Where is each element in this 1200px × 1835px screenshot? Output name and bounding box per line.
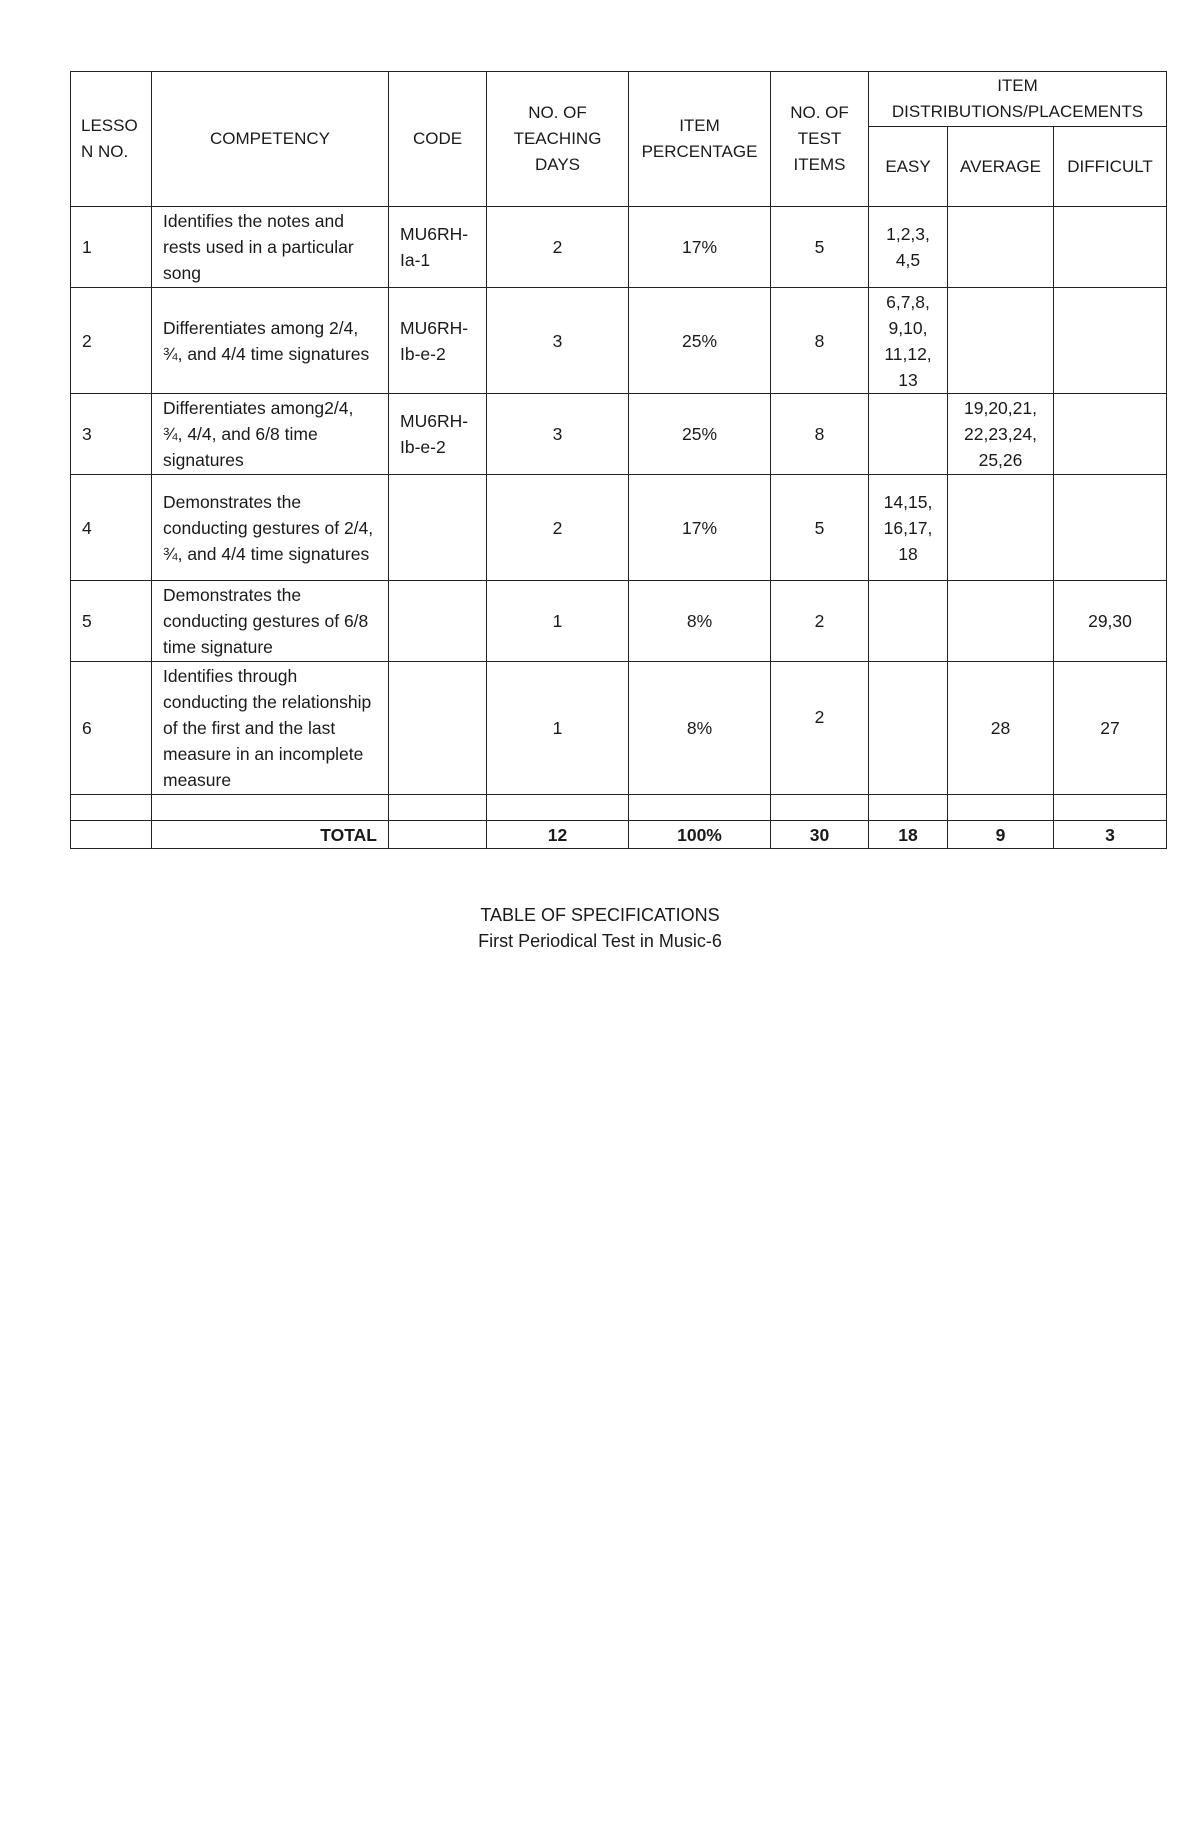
easy-items	[869, 581, 948, 662]
specifications-table	[70, 71, 1167, 849]
table-row	[71, 394, 1167, 475]
lesson-number: 3	[71, 394, 152, 475]
total-label: TOTAL	[152, 821, 389, 849]
header-competency: COMPETENCY	[152, 72, 389, 207]
caption-title: TABLE OF SPECIFICATIONS	[480, 905, 720, 925]
easy-items: 1,2,3, 4,5	[869, 207, 948, 288]
competency-text: Identifies the notes and rests used in a particular song	[152, 207, 389, 288]
teaching-days: 1	[487, 662, 629, 795]
difficult-items	[1054, 288, 1167, 394]
competency-code: MU6RH- Ib-e-2	[389, 394, 487, 475]
total-blank-cell	[71, 821, 152, 849]
average-items	[948, 581, 1054, 662]
table-row	[71, 581, 1167, 662]
easy-items: 6,7,8, 9,10, 11,12, 13	[869, 288, 948, 394]
table-row	[71, 288, 1167, 394]
item-percentage: 25%	[629, 288, 771, 394]
average-items	[948, 288, 1054, 394]
teaching-days: 3	[487, 288, 629, 394]
test-items: 2	[771, 662, 869, 795]
header-code: CODE	[389, 72, 487, 207]
header-item-distributions: ITEM DISTRIBUTIONS/PLACEMENTS	[869, 72, 1167, 127]
teaching-days: 1	[487, 581, 629, 662]
item-percentage: 17%	[629, 475, 771, 581]
total-average: 9	[948, 821, 1054, 849]
blank-cell	[948, 795, 1054, 821]
blank-cell	[629, 795, 771, 821]
header-easy: EASY	[869, 127, 948, 207]
easy-items	[869, 662, 948, 795]
teaching-days: 3	[487, 394, 629, 475]
competency-text: Differentiates among 2/4, ¾, and 4/4 time signatures	[152, 288, 389, 394]
header-difficult: DIFFICULT	[1054, 127, 1167, 207]
competency-code: MU6RH- Ia-1	[389, 207, 487, 288]
header-lesson-no: LESSO N NO.	[71, 72, 152, 207]
test-items: 5	[771, 475, 869, 581]
blank-cell	[869, 795, 948, 821]
header-teaching-days: NO. OF TEACHING DAYS	[487, 72, 629, 207]
table-caption	[0, 902, 1200, 954]
blank-cell	[152, 795, 389, 821]
easy-items: 14,15, 16,17, 18	[869, 475, 948, 581]
teaching-days: 2	[487, 207, 629, 288]
lesson-number: 2	[71, 288, 152, 394]
table-row	[71, 475, 1167, 581]
total-teaching-days: 12	[487, 821, 629, 849]
competency-text: Demonstrates the conducting gestures of 6/8 time signature	[152, 581, 389, 662]
total-difficult: 3	[1054, 821, 1167, 849]
test-items: 8	[771, 394, 869, 475]
competency-text: Demonstrates the conducting gestures of 2/4, ¾, and 4/4 time signatures	[152, 475, 389, 581]
easy-items	[869, 394, 948, 475]
total-row	[71, 821, 1167, 849]
blank-cell	[1054, 795, 1167, 821]
average-items	[948, 207, 1054, 288]
blank-cell	[71, 795, 152, 821]
competency-code: MU6RH- Ib-e-2	[389, 288, 487, 394]
lesson-number: 6	[71, 662, 152, 795]
difficult-items	[1054, 207, 1167, 288]
test-items: 2	[771, 581, 869, 662]
competency-code	[389, 581, 487, 662]
blank-cell	[771, 795, 869, 821]
specifications-sheet	[70, 71, 1153, 849]
item-percentage: 17%	[629, 207, 771, 288]
table-row	[71, 662, 1167, 795]
blank-cell	[389, 795, 487, 821]
test-items: 5	[771, 207, 869, 288]
average-items: 19,20,21, 22,23,24, 25,26	[948, 394, 1054, 475]
header-test-items: NO. OF TEST ITEMS	[771, 72, 869, 207]
total-item-percentage: 100%	[629, 821, 771, 849]
test-items: 8	[771, 288, 869, 394]
average-items: 28	[948, 662, 1054, 795]
header-average: AVERAGE	[948, 127, 1054, 207]
total-easy: 18	[869, 821, 948, 849]
competency-text: Identifies through conducting the relationship of the first and the last measure in an incomplete measure	[152, 662, 389, 795]
difficult-items: 29,30	[1054, 581, 1167, 662]
item-percentage: 8%	[629, 581, 771, 662]
blank-row	[71, 795, 1167, 821]
competency-text: Differentiates among2/4, ¾, 4/4, and 6/8 time signatures	[152, 394, 389, 475]
header-item-percentage: ITEM PERCENTAGE	[629, 72, 771, 207]
table-row	[71, 207, 1167, 288]
difficult-items	[1054, 394, 1167, 475]
total-code-cell	[389, 821, 487, 849]
item-percentage: 8%	[629, 662, 771, 795]
lesson-number: 1	[71, 207, 152, 288]
competency-code	[389, 662, 487, 795]
caption-subtitle: First Periodical Test in Music-6	[478, 931, 722, 951]
lesson-number: 5	[71, 581, 152, 662]
header-row	[71, 72, 1167, 127]
teaching-days: 2	[487, 475, 629, 581]
total-test-items: 30	[771, 821, 869, 849]
competency-code	[389, 475, 487, 581]
difficult-items	[1054, 475, 1167, 581]
lesson-number: 4	[71, 475, 152, 581]
difficult-items: 27	[1054, 662, 1167, 795]
blank-cell	[487, 795, 629, 821]
item-percentage: 25%	[629, 394, 771, 475]
average-items	[948, 475, 1054, 581]
